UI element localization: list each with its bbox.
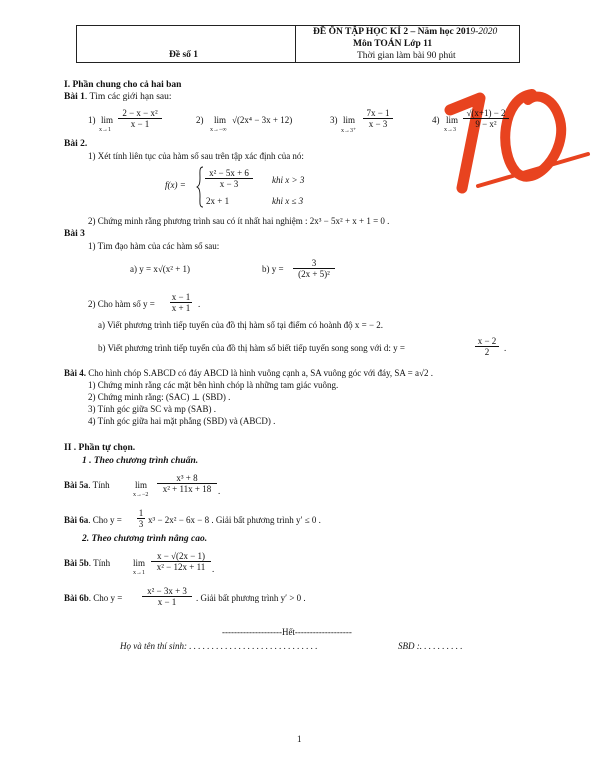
bai3-qb-prefix: b) Viết phương trình tiếp tuyến của đồ thị hàm số biết tiếp tuyến song song với d: y = — [98, 343, 405, 353]
bai5b-lim: lim — [133, 558, 146, 568]
bai4-item1: 1) Chứng minh rằng các mặt bên hình chóp là những tam giác vuông. — [88, 380, 339, 390]
bai3-label: Bài 3 — [64, 229, 85, 239]
bai6a-label: Bài 6a. Cho y = — [64, 515, 122, 525]
candidate-name-field: Họ và tên thí sinh: . . . . . . . . . . . . . . . . . . . . . . . . . . . . . — [120, 641, 318, 651]
bai2-case1-cond: khi x > 3 — [272, 175, 305, 185]
part2-sub1: 1 . Theo chương trình chuẩn. — [82, 456, 199, 466]
bai1-item1-sub: x→1 — [99, 127, 111, 133]
exam-number: Đề số 1 — [169, 50, 199, 60]
part2-sub2: 2. Theo chương trình nâng cao. — [82, 534, 208, 544]
header-divider — [295, 26, 296, 62]
bai3-q2-frac: x − 1 x + 1 — [171, 292, 191, 313]
bai2-q1: 1) Xét tính liên tục của hàm số sau trên tập xác định của nó: — [88, 151, 304, 161]
bai2-label: Bài 2. — [64, 139, 88, 149]
bai3-b-prefix: b) y = — [262, 264, 284, 274]
bai4-item3: 3) Tính góc giữa SC và mp (SAB) . — [88, 404, 216, 414]
bai6b-frac: x² − 3x + 3 x − 1 — [141, 586, 193, 607]
score-text: 10 — [460, 190, 461, 191]
bai1-item4-lim: lim — [446, 115, 459, 125]
bai5a-lim: lim — [135, 480, 148, 490]
bai5a-frac: x³ + 8 x² + 11x + 18 — [156, 473, 218, 494]
bai1-item1-lim: lim — [101, 115, 114, 125]
bai3-b-frac: 3 (2x + 5)² — [292, 258, 336, 279]
part1-heading: I. Phần chung cho cả hai ban — [64, 80, 182, 90]
bai3-q1: 1) Tìm đạo hàm của các hàm số sau: — [88, 241, 220, 251]
bai5b-end: . — [212, 564, 215, 574]
bai4-item2: 2) Chứng minh rằng: (SAC) ⊥ (SBD) . — [88, 392, 231, 402]
bai2-fx: f(x) = — [165, 180, 186, 190]
part2-heading: II . Phần tự chọn. — [64, 443, 136, 453]
bai1-line: Bài 1. Tìm các giới hạn sau: — [64, 92, 172, 102]
header-table — [76, 25, 520, 63]
exam-title: ĐỀ ÔN TẬP HỌC KÌ 2 – Năm học 2019-2020 — [313, 27, 498, 37]
bai5b-sub: x→1 — [133, 570, 145, 576]
end-marker: --------------------Hết------------------- — [222, 627, 352, 637]
exam-time: Thời gian làm bài 90 phút — [357, 51, 456, 61]
bai1-item2-expr: √(2x⁴ − 3x + 12) — [232, 115, 293, 125]
bai2-case2-expr: 2x + 1 — [206, 196, 230, 206]
bai1-item4-num: 4) — [432, 115, 440, 125]
bai5a-end: . — [218, 486, 221, 496]
bai5b-frac: x − √(2x − 1) x² − 12x + 11 — [150, 551, 212, 572]
bai6b-label: Bài 6b. Cho y = — [64, 593, 123, 603]
bai3-a: a) y = x√(x² + 1) — [130, 264, 191, 274]
bai4-item4: 4) Tính góc giữa hai mặt phẳng (SBD) và (ABCD) . — [88, 416, 276, 426]
bai3-q2-prefix: 2) Cho hàm số y = — [88, 299, 155, 309]
bai3-qb-frac: x − 2 2 — [474, 336, 500, 357]
bai1-item1-frac: 2 − x − x² x − 1 — [117, 108, 163, 129]
bai3-qb-suffix: . — [504, 343, 507, 353]
bai1-item3-frac: 7x − 1 x − 3 — [362, 108, 394, 129]
bai5a-label: Bài 5a. Tính — [64, 480, 110, 490]
bai1-item3-num: 3) — [330, 115, 338, 125]
bai1-item3-lim: lim — [343, 115, 356, 125]
page-number: 1 — [297, 734, 302, 744]
bai1-item2-num: 2) — [196, 115, 204, 125]
bai2-case1-frac: x² − 5x + 6 x − 3 — [204, 168, 254, 189]
bai5a-sub: x→−2 — [133, 492, 149, 498]
bai3-q2-suffix: . — [198, 299, 201, 309]
bai5b-label: Bài 5b. Tính — [64, 558, 111, 568]
bai1-item1-num: 1) — [88, 115, 96, 125]
bai4-line: Bài 4. Cho hình chóp S.ABCD có đáy ABCD là hình vuông cạnh a, SA vuông góc với đáy, SA = a√2 . — [64, 368, 433, 378]
bai1-item4-sub: x→3 — [444, 127, 456, 133]
brace-icon — [196, 166, 204, 208]
bai1-item2-sub: x→−∞ — [210, 127, 227, 133]
bai6a-rest: x³ − 2x² − 6x − 8 . Giải bất phương trình y′ ≤ 0 . — [148, 515, 321, 525]
bai1-item4-frac: √(x+1) − 2 9 − x² — [462, 108, 510, 129]
bai6a-frac: 1 3 — [138, 508, 144, 529]
bai1-item3-sub: x→3⁺ — [341, 128, 357, 134]
bai2-q2: 2) Chứng minh rằng phương trình sau có ít nhất hai nghiệm : 2x³ − 5x² + x + 1 = 0 . — [88, 216, 390, 226]
subject: Môn TOÁN Lớp 11 — [353, 39, 433, 49]
bai2-case2-cond: khi x ≤ 3 — [272, 196, 304, 206]
bai3-qa: a) Viết phương trình tiếp tuyến của đồ thị hàm số tại điểm có hoành độ x = − 2. — [98, 320, 384, 330]
handwritten-score-icon — [420, 80, 595, 200]
bai1-item2-lim: lim — [214, 115, 227, 125]
sbd-field: SBD :. . . . . . . . . . — [398, 641, 463, 651]
bai6b-rest: . Giải bất phương trình y′ > 0 . — [196, 593, 306, 603]
